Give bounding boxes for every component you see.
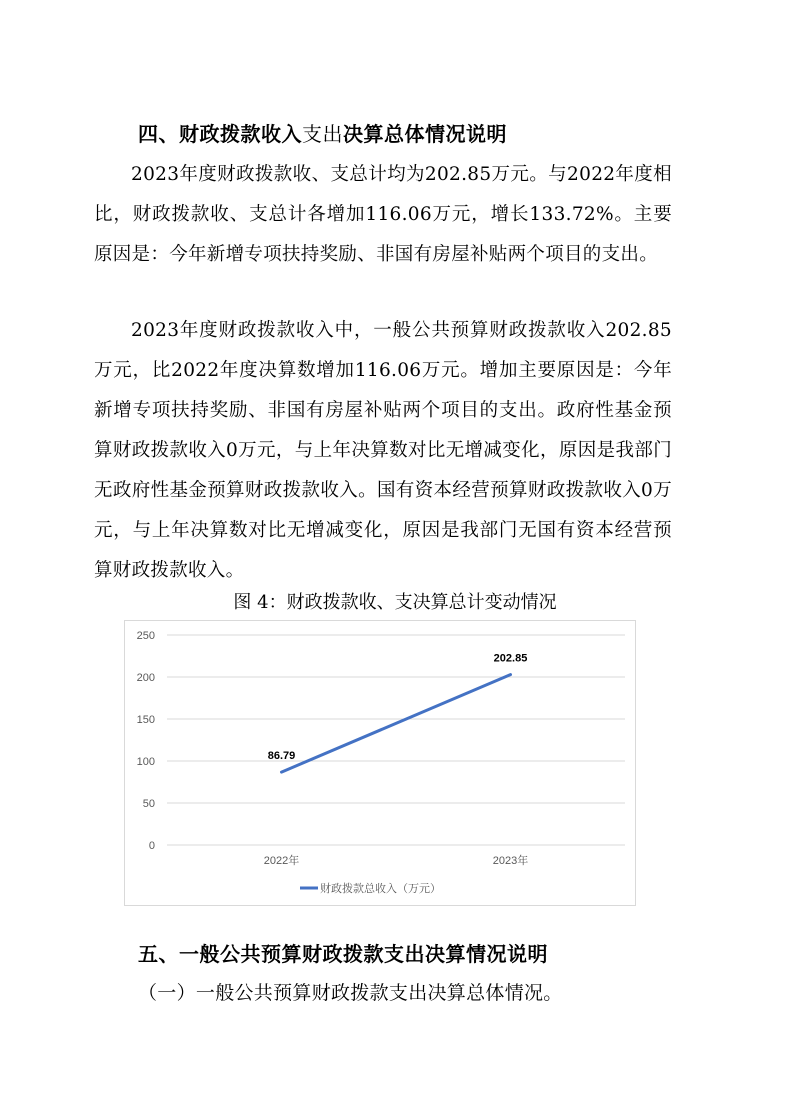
y-tick-label-150: 150 [136,714,155,726]
section-4-heading-part2: 支出 [302,122,343,146]
section-4-heading-part1: 四、财政拨款收入 [138,122,302,146]
y-tick-label-100: 100 [136,756,155,768]
chart-canvas [125,621,637,907]
legend-label: 财政拨款总收入（万元） [320,883,441,895]
series-line-0 [282,675,511,772]
y-tick-label-250: 250 [136,630,155,642]
paragraph-1: 2023年度财政拨款收、支总计均为202.85万元。与2022年度相比，财政拨款收、支总计各增加116.06万元，增长133.72%。主要原因是：今年新增专项扶持奖励、非国有房屋补贴两个项目的支出。 [94,164,672,265]
section-5-heading: 五、一般公共预算财政拨款支出决算情况说明 [138,942,548,966]
paragraph-2: 2023年度财政拨款收入中，一般公共预算财政拨款收入202.85万元，比2022年度决算数增加116.06万元。增加主要原因是：今年新增专项扶持奖励、非国有房屋补贴两个项目的支出。政府性基金预算财政拨款收入0万元，与上年决算数对比无增减变化，原因是我部门无政府性基金预算财政拨款收入。国有资本经营预算财政拨款收入0万元，与上年决算数对比无增减变化，原因是我部门无国有资本经营预算财政拨款收入。 [94,320,672,581]
figure-caption: 图 4：财政拨款收、支决算总计变动情况 [233,592,557,613]
line-chart [124,620,636,906]
y-tick-label-50: 50 [142,798,155,810]
x-tick-label-0: 2022年 [263,855,300,867]
data-label-0: 86.79 [267,750,296,763]
y-tick-label-0: 0 [148,840,155,852]
x-tick-label-1: 2023年 [492,855,529,867]
section-4-heading-part3: 决算总体情况说明 [343,122,507,146]
data-label-1: 202.85 [493,652,528,665]
section-4-heading [138,118,507,147]
section-5-subheading: （一）一般公共预算财政拨款支出决算总体情况。 [138,982,563,1004]
y-tick-label-200: 200 [136,672,155,684]
